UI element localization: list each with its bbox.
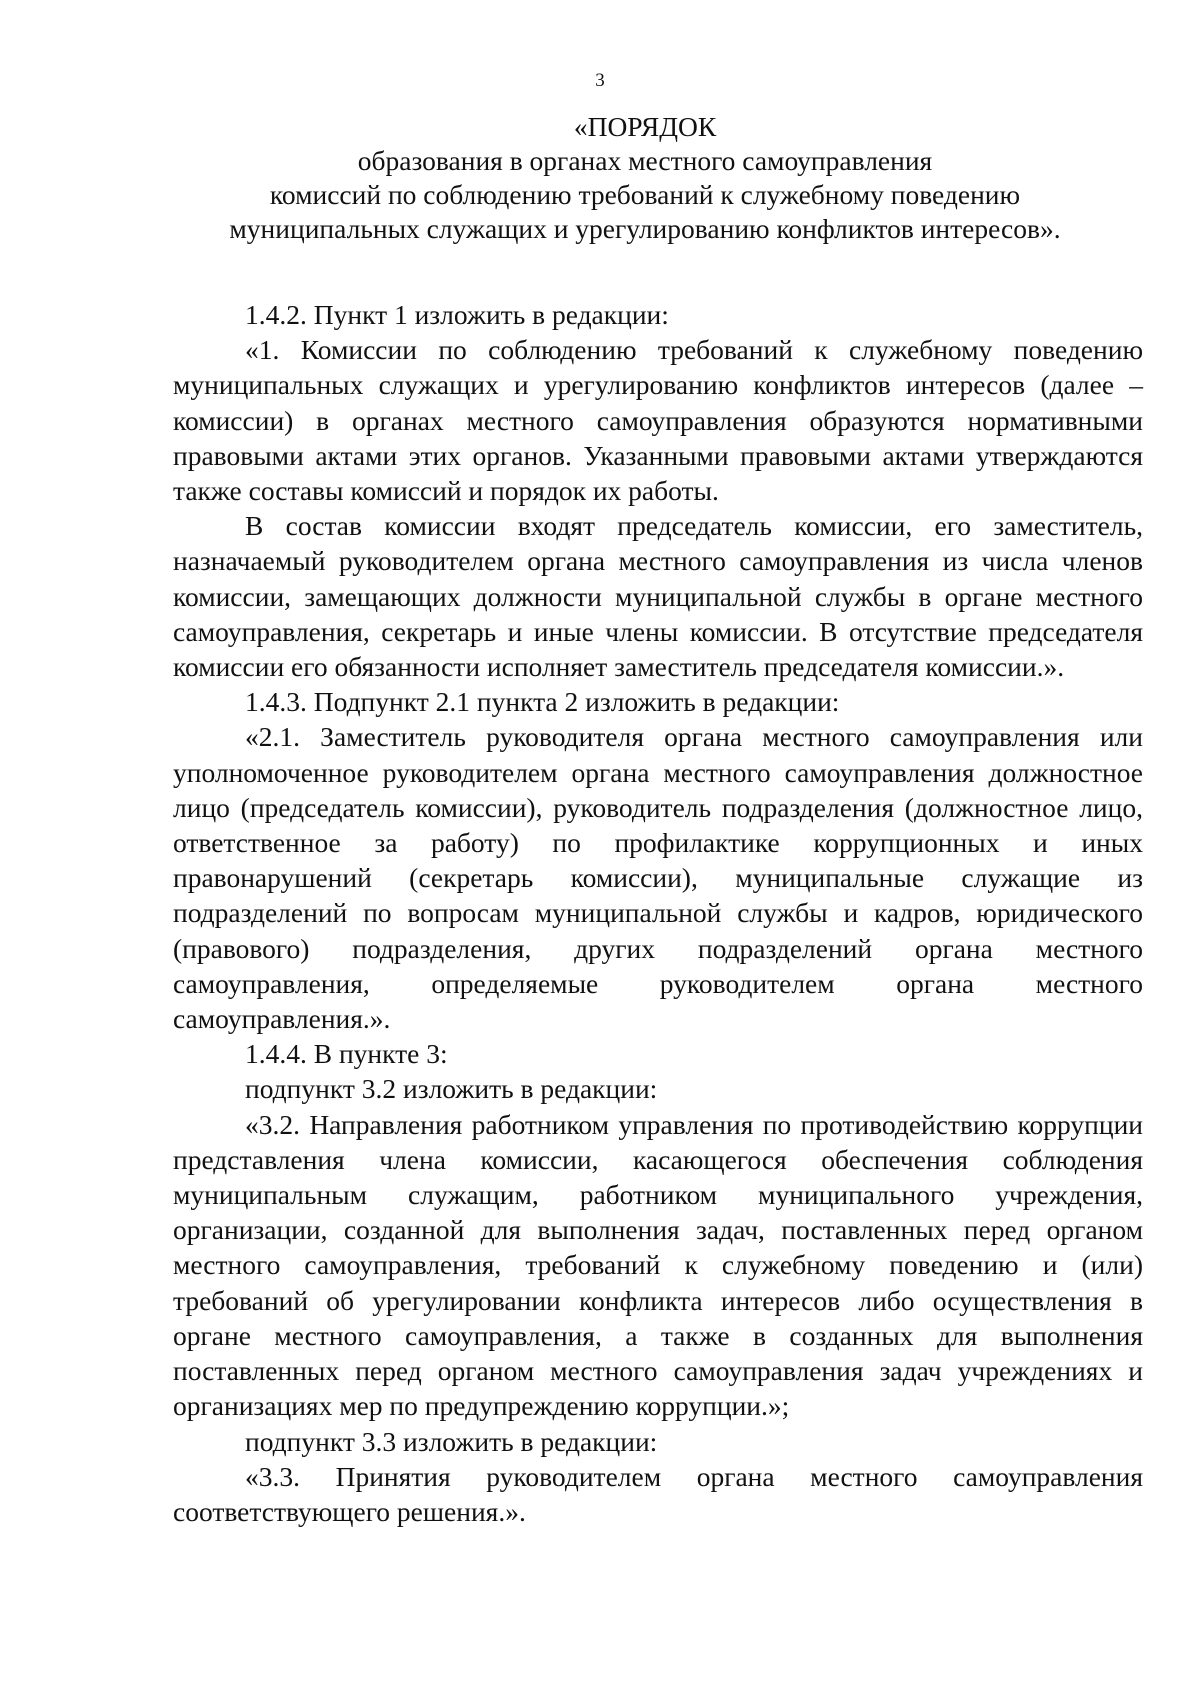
paragraph-clause-1: «1. Комиссии по соблюдению требований к служебному поведению муниципальных служащих и урегулированию конфликтов интересов (далее – комиссии) в органах местного самоуправления образуются нормативными правовыми актами этих органов. Указанными правовыми актами утверждаются также составы комиссий и порядок их работы.: [173, 334, 1143, 507]
title-line-2: образования в органах местного самоуправления: [357, 145, 933, 176]
title-line-4: муниципальных служащих и урегулированию конфликтов интересов».: [229, 213, 1061, 244]
paragraph-subclause-2-1: «2.1. Заместитель руководителя органа местного самоуправления или уполномоченное руководителем органа местного самоуправления должностное лицо (председатель комиссии), руководитель подразделения (должностное лицо, ответственное за работу) по профилактике коррупционных и иных правонарушений (секретарь комиссии), муниципальные служащие из подразделений по вопросам муниципальной службы и кадров, юридического (правового) подразделения, других подразделений органа местного самоуправления, определяемые руководителем органа местного самоуправления.».: [173, 721, 1143, 1035]
paragraph-1-4-3-heading: 1.4.3. Подпункт 2.1 пункта 2 изложить в редакции:: [245, 686, 840, 718]
page-number: 3: [595, 70, 605, 91]
paragraph-subclause-3-3-heading: подпункт 3.3 изложить в редакции:: [245, 1425, 658, 1457]
paragraph-commission-composition: В состав комиссии входят председатель комиссии, его заместитель, назначаемый руководителем органа местного самоуправления из числа членов комиссии, замещающих должности муниципальной службы в органе местного самоуправления, секретарь и иные члены комиссии. В отсутствие председателя комиссии его обязанности исполняет заместитель председателя комиссии.».: [173, 510, 1143, 683]
paragraph-1-4-2-heading: 1.4.2. Пункт 1 изложить в редакции:: [245, 299, 669, 330]
paragraph-subclause-3-3: «3.3. Принятия руководителем органа местного самоуправления соответствующего решения.».: [173, 1460, 1143, 1527]
document-title: [150, 110, 1140, 246]
title-line-3: комиссий по соблюдению требований к служебному поведению: [269, 179, 1021, 210]
document-body: [173, 297, 1143, 1529]
title-line-1: «ПОРЯДОК: [573, 111, 717, 142]
paragraph-subclause-3-2-heading: подпункт 3.2 изложить в редакции:: [245, 1073, 658, 1105]
paragraph-1-4-4-heading: 1.4.4. В пункте 3:: [245, 1038, 448, 1070]
paragraph-subclause-3-2: «3.2. Направления работником управления по противодействию коррупции представления члена комиссии, касающегося обеспечения соблюдения муниципальным служащим, работником муниципального учреждения, организации, созданной для выполнения задач, поставленных перед органом местного самоуправления, требований к служебному поведению и (или) требований об урегулировании конфликта интересов либо осуществления в органе местного самоуправления, а также в созданных для выполнения поставленных перед органом местного самоуправления задач учреждениях и организациях мер по предупреждению коррупции.»;: [173, 1108, 1143, 1422]
